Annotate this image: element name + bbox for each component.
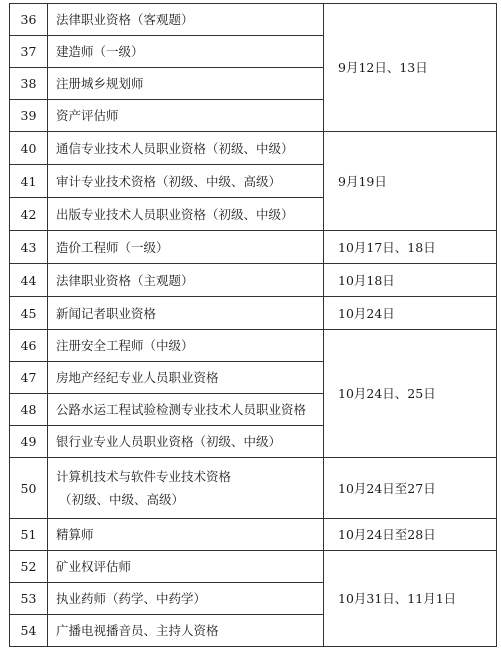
exam-name: 矿业权评估师 [48,551,324,583]
exam-name: 法律职业资格（主观题） [48,264,324,297]
row-number: 45 [10,297,48,330]
exam-name: 公路水运工程试验检测专业技术人员职业资格 [48,394,324,426]
row-number: 42 [10,198,48,231]
table-row [10,132,497,165]
row-number: 44 [10,264,48,297]
exam-name: 建造师（一级） [48,36,324,68]
row-number: 50 [10,458,48,519]
exam-date: 10月17日、18日 [324,231,497,264]
row-number: 46 [10,330,48,362]
table-row [10,4,497,36]
row-number: 39 [10,100,48,132]
row-number: 49 [10,426,48,458]
exam-date: 10月24日 [324,297,497,330]
row-number: 41 [10,165,48,198]
exam-name: 注册安全工程师（中级） [48,330,324,362]
exam-name: 房地产经纪专业人员职业资格 [48,362,324,394]
exam-date: 10月24日、25日 [324,330,497,458]
exam-date: 10月24日至28日 [324,519,497,551]
row-number: 37 [10,36,48,68]
row-number: 53 [10,583,48,615]
exam-date: 9月19日 [324,132,497,231]
exam-name-cell [48,458,324,519]
exam-name: 通信专业技术人员职业资格（初级、中级） [48,132,324,165]
table-row [10,519,497,551]
exam-name-levels: （初级、中级、高级） [59,492,185,507]
table-row [10,551,497,583]
exam-schedule-table [9,3,497,647]
exam-name: 新闻记者职业资格 [48,297,324,330]
row-number: 36 [10,4,48,36]
exam-name: 审计专业技术资格（初级、中级、高级） [48,165,324,198]
table-row [10,330,497,362]
exam-date: 10月18日 [324,264,497,297]
table-row [10,297,497,330]
row-number: 51 [10,519,48,551]
row-number: 40 [10,132,48,165]
row-number: 48 [10,394,48,426]
exam-name: 银行业专业人员职业资格（初级、中级） [48,426,324,458]
row-number: 47 [10,362,48,394]
exam-name: 精算师 [48,519,324,551]
exam-date: 10月31日、11月1日 [324,551,497,647]
row-number: 43 [10,231,48,264]
exam-name: 广播电视播音员、主持人资格 [48,615,324,647]
exam-name: 出版专业技术人员职业资格（初级、中级） [48,198,324,231]
exam-date: 10月24日至27日 [324,458,497,519]
row-number: 54 [10,615,48,647]
exam-name: 计算机技术与软件专业技术资格 [56,469,232,484]
table-row [10,231,497,264]
exam-date: 9月12日、13日 [324,4,497,132]
row-number: 38 [10,68,48,100]
exam-name: 执业药师（药学、中药学） [48,583,324,615]
table-row [10,458,497,519]
table-row [10,264,497,297]
exam-name: 资产评估师 [48,100,324,132]
row-number: 52 [10,551,48,583]
exam-name: 造价工程师（一级） [48,231,324,264]
exam-name: 注册城乡规划师 [48,68,324,100]
exam-name: 法律职业资格（客观题） [48,4,324,36]
